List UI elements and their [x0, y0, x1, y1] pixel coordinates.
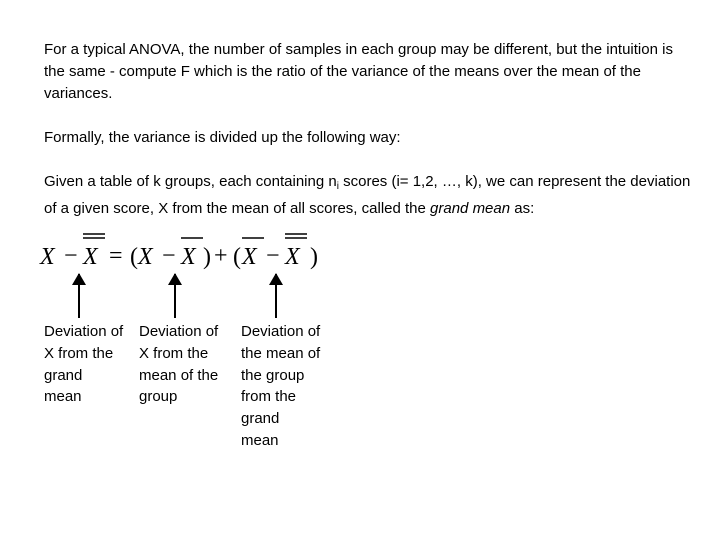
- label-total-deviation: Deviation of X from the grand mean: [44, 323, 124, 406]
- formula-minus-3: −: [266, 243, 280, 269]
- formula-minus-1: −: [64, 243, 78, 269]
- formula-open-paren-2: (: [233, 244, 241, 270]
- given-text-3: as:: [510, 200, 535, 217]
- formula-grand-mean-x-1: X: [83, 244, 98, 270]
- formula-x-1: X: [40, 244, 55, 270]
- formula-minus-2: −: [162, 243, 176, 269]
- intro-paragraph: For a typical ANOVA, the number of samples in each group may be different, but the intuition is the same - compute F which is the ratio of the variance of the means over the mean of the variances.: [44, 41, 673, 102]
- label-within-group-deviation: Deviation of X from the mean of the group: [139, 323, 219, 406]
- arrow-up-icon: [174, 274, 176, 318]
- formula-close-paren-2: ): [310, 244, 318, 270]
- formula-x-2: X: [138, 244, 153, 270]
- given-text-1: Given a table of k groups, each containing n: [44, 173, 337, 190]
- formula-equals: =: [109, 243, 123, 269]
- given-paragraph: [44, 171, 694, 220]
- given-text-2: scores (i= 1,2, …, k), we can represent the deviation of a given score, X from the mean of all scores, called the: [44, 173, 691, 217]
- deviation-formula: [38, 228, 328, 272]
- label-between-group-deviation: Deviation of the mean of the group from the grand mean: [241, 323, 321, 449]
- formula-plus: +: [214, 243, 228, 269]
- formula-open-paren-1: (: [130, 244, 138, 270]
- grand-mean-emphasis: grand mean: [430, 200, 511, 217]
- formula-close-paren-1: ): [203, 244, 211, 270]
- formally-paragraph: Formally, the variance is divided up the following way:: [44, 129, 401, 146]
- formula-group-mean-x-2: X: [242, 244, 257, 270]
- subscript-i: i: [336, 181, 339, 192]
- formula-group-mean-x-1: X: [181, 244, 196, 270]
- arrow-up-icon: [78, 274, 80, 318]
- arrow-up-icon: [275, 274, 277, 318]
- formula-grand-mean-x-2: X: [285, 244, 300, 270]
